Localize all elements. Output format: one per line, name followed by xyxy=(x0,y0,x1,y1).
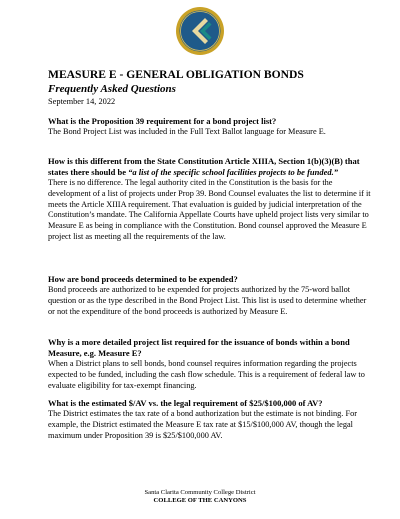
document-date: September 14, 2022 xyxy=(48,97,116,106)
faq-question: How are bond proceeds determined to be expended? xyxy=(48,274,238,284)
faq-item xyxy=(48,156,375,243)
faq-question: Why is a more detailed project list required for the issuance of bonds within a bond Measure, e.g. Measure E? xyxy=(48,337,350,358)
footer-college: COLLEGE OF THE CANYONS xyxy=(153,497,247,504)
page-title: MEASURE E - GENERAL OBLIGATION BONDS xyxy=(48,68,304,81)
faq-answer: When a District plans to sell bonds, bond counsel requires information regarding the projects expected to be funded, including the cash flow schedule. This is a requirement of federal law to evaluate eligibility for tax-exempt financing. xyxy=(48,359,365,390)
college-logo-icon xyxy=(175,6,225,56)
faq-question: What is the estimated $/AV vs. the legal requirement of $25/$100,000 of AV? xyxy=(48,398,323,408)
faq-question-emphasis: “a list of the specific school facilities projects to be funded.” xyxy=(128,167,339,177)
page-subtitle: Frequently Asked Questions xyxy=(48,83,176,95)
faq-item xyxy=(48,116,375,138)
faq-item xyxy=(48,398,375,441)
footer-district: Santa Clarita Community College District xyxy=(144,489,256,496)
faq-item xyxy=(48,337,375,391)
faq-answer: Bond proceeds are authorized to be expended for projects authorized by the 75-word ballot question or as the type described in the Bond Project List. This list is used to determine whether or not the expenditure of the bond proceeds is authorized by Measure E. xyxy=(48,285,367,316)
faq-question: What is the Proposition 39 requirement for a bond project list? xyxy=(48,116,277,126)
faq-answer: There is no difference. The legal authority cited in the Constitution is the basis for the development of a list of projects under Prop 39. Bond Counsel evaluates the list to determine if it meets the Article XIIIA requirement. That evaluation is guided by judicial interpretation of the Constitution’s mandate. The California Appellate Courts have upheld project lists very similar to Measure E as being in compliance with the Constitution. Bond counsel approved the Measure E project list as meeting all the requirements of the law. xyxy=(48,178,371,241)
faq-question: How is this different from the State Constitution Article XIIIA, Section 1(b)(3)(B) that states there should be “a list of the specific school facilities projects to be funded.” xyxy=(48,156,360,177)
page-footer xyxy=(0,489,400,505)
faq-item xyxy=(48,274,375,317)
faq-answer: The District estimates the tax rate of a bond authorization but the estimate is not binding. For example, the District estimated the Measure E tax rate at $15/$100,000 AV, though the legal maximum under Proposition 39 is $25/$100,000 AV. xyxy=(48,409,357,440)
faq-answer: The Bond Project List was included in the Full Text Ballot language for Measure E. xyxy=(48,127,326,136)
college-seal-logo xyxy=(175,6,225,56)
